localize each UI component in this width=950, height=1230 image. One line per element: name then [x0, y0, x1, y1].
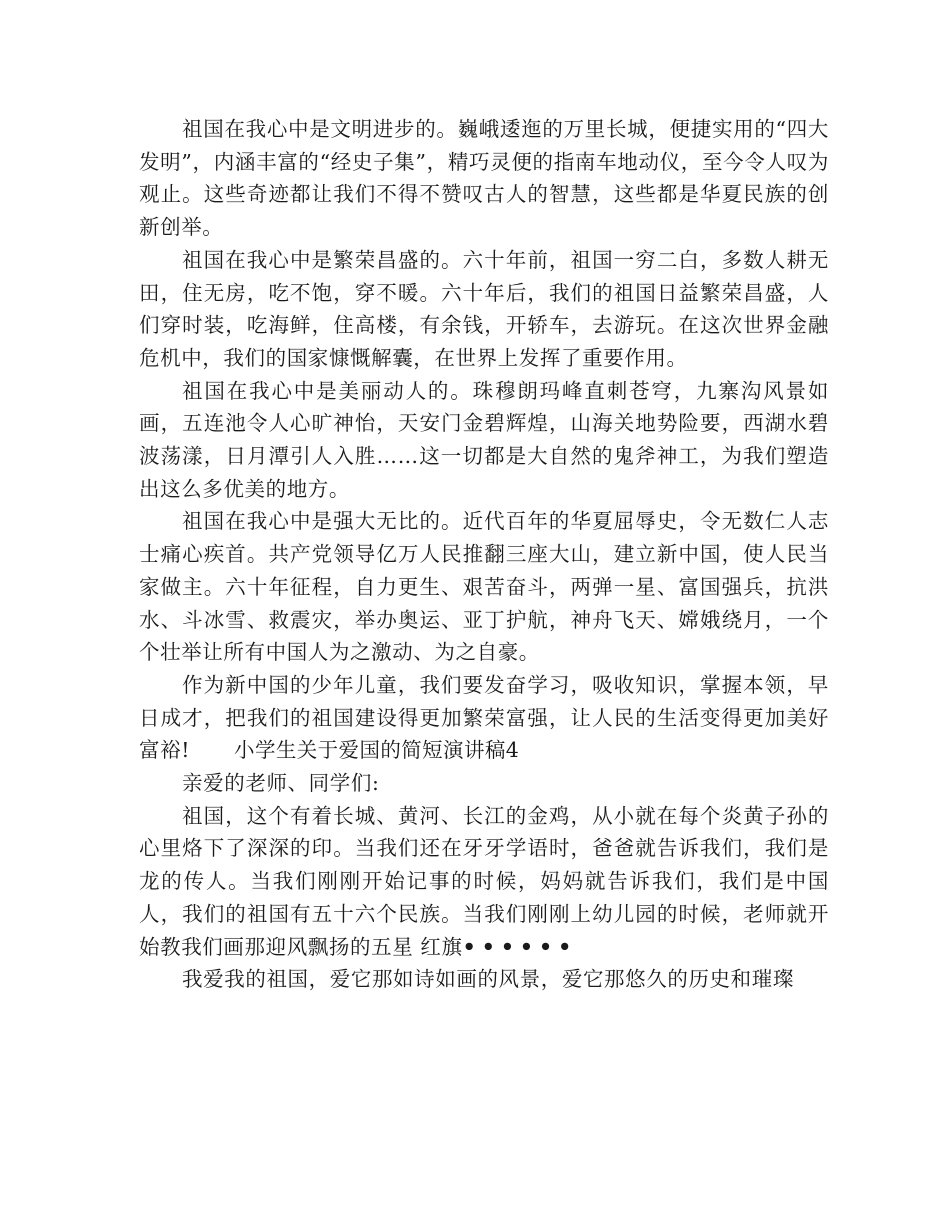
paragraph-strength: 祖国在我心中是强大无比的。近代百年的华夏屈辱史，令无数仁人志士痛心疾首。共产党领导亿万人民推翻三座大山，建立新中国，使人民当家做主。六十年征程，自力更生、艰苦奋斗，两弹一星、富国强兵，抗洪水、斗冰雪、救震灾，举办奥运、亚丁护航，神舟飞天、嫦娥绕月，一个个壮举让所有中国人为之激动、为之自豪。: [139, 509, 829, 665]
ellipsis-dots: ••••••: [462, 934, 578, 959]
paragraph-youth-text: 作为新中国的少年儿童，我们要发奋学习，吸收知识，掌握本领，早日成才，把我们的祖国建设得更加繁荣富强，让人民的生活变得更加美好富裕!: [139, 672, 829, 763]
section-title: 小学生关于爱国的简短演讲稿4: [234, 738, 520, 763]
paragraph-motherland: [139, 800, 829, 964]
paragraph-motherland-text: 祖国，这个有着长城、黄河、长江的金鸡，从小就在每个炎黄子孙的心里烙下了深深的印。当我们还在牙牙学语时，爸爸就告诉我们，我们是龙的传人。当我们刚刚开始记事的时候，妈妈就告诉我们，我们是中国人，我们的祖国有五十六个民族。当我们刚刚上幼儿园的时候，老师就开始教我们画那迎风飘扬的五星 红旗: [139, 803, 829, 959]
paragraph-beauty: 祖国在我心中是美丽动人的。珠穆朗玛峰直刺苍穹，九寨沟风景如画，五连池令人心旷神怡，天安门金碧辉煌，山海关地势险要，西湖水碧波荡漾，日月潭引人入胜……这一切都是大自然的鬼斧神工，为我们塑造出这么多优美的地方。: [139, 378, 829, 501]
paragraph-civilization: 祖国在我心中是文明进步的。巍峨逶迤的万里长城，便捷实用的“四大发明”，内涵丰富的“经史子集”，精巧灵便的指南车地动仪，至今令人叹为观止。这些奇迹都让我们不得不赞叹古人的智慧，这些都是华夏民族的创新创举。: [139, 117, 829, 240]
paragraph-love: 我爱我的祖国，爱它那如诗如画的风景，爱它那悠久的历史和璀璨: [182, 967, 794, 992]
document-body: [139, 113, 829, 996]
paragraph-prosperity: 祖国在我心中是繁荣昌盛的。六十年前，祖国一穷二白，多数人耕无田，住无房，吃不饱，穿不暖。六十年后，我们的祖国日益繁荣昌盛，人们穿时装，吃海鲜，住高楼，有余钱，开轿车，去游玩。在这次世界金融危机中，我们的国家慷慨解囊，在世界上发挥了重要作用。: [139, 247, 829, 370]
paragraph-youth: [139, 669, 829, 767]
salutation: 亲爱的老师、同学们:: [182, 771, 380, 796]
